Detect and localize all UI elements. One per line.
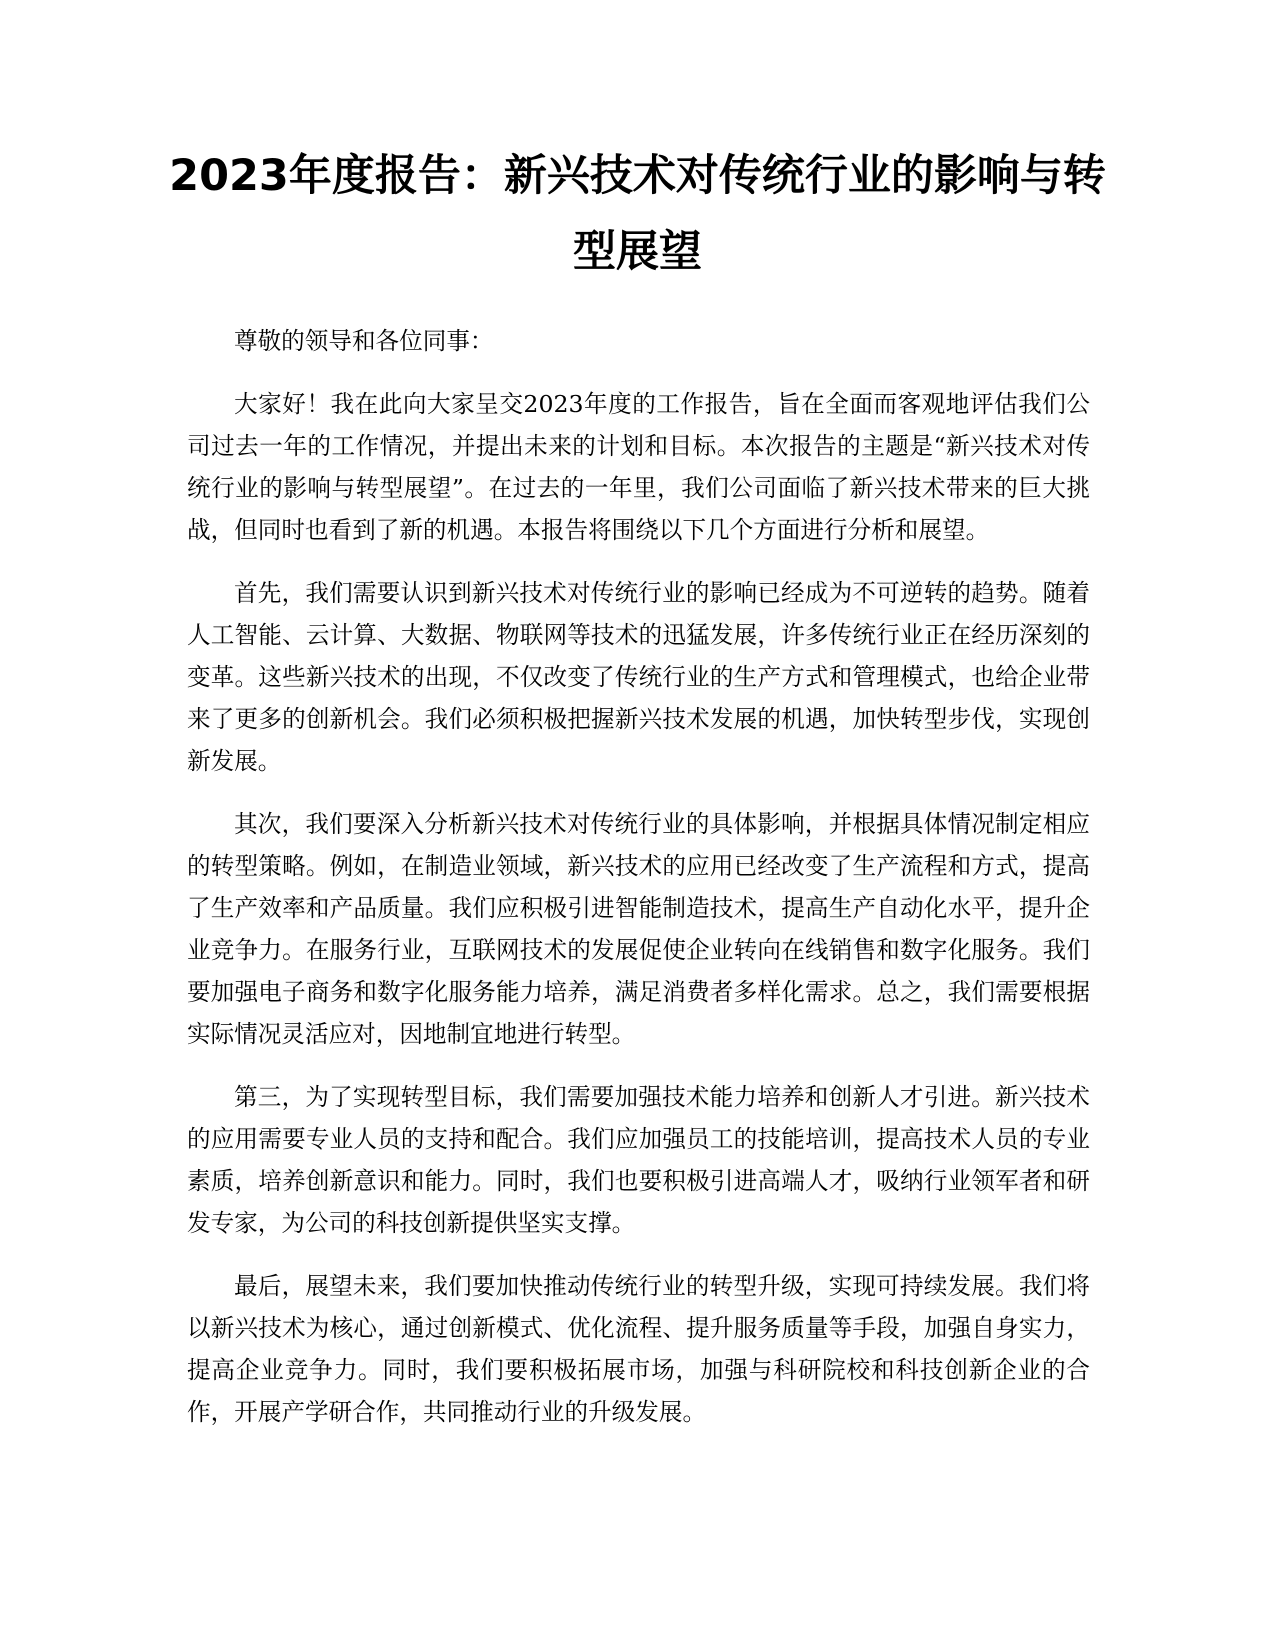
paragraph-intro: 大家好！我在此向大家呈交2023年度的工作报告，旨在全面而客观地评估我们公司过去一年的工作情况，并提出未来的计划和目标。本次报告的主题是“新兴技术对传统行业的影响与转型展望”。在过去的一年里，我们公司面临了新兴技术带来的巨大挑战，但同时也看到了新的机遇。本报告将围绕以下几个方面进行分析和展望。 (187, 390, 1090, 544)
paragraph-second: 其次，我们要深入分析新兴技术对传统行业的具体影响，并根据具体情况制定相应的转型策略。例如，在制造业领域，新兴技术的应用已经改变了生产流程和方式，提高了生产效率和产品质量。我们应积极引进智能制造技术，提高生产自动化水平，提升企业竞争力。在服务行业，互联网技术的发展促使企业转向在线销售和数字化服务。我们要加强电子商务和数字化服务能力培养，满足消费者多样化需求。总之，我们需要根据实际情况灵活应对，因地制宜地进行转型。 (187, 810, 1090, 1048)
document-body (187, 320, 1090, 1454)
salutation: 尊敬的领导和各位同事： (234, 327, 494, 355)
paragraph-third: 第三，为了实现转型目标，我们需要加强技术能力培养和创新人才引进。新兴技术的应用需要专业人员的支持和配合。我们应加强员工的技能培训，提高技术人员的专业素质，培养创新意识和能力。同时，我们也要积极引进高端人才，吸纳行业领军者和研发专家，为公司的科技创新提供坚实支撑。 (187, 1083, 1090, 1237)
paragraph-final: 最后，展望未来，我们要加快推动传统行业的转型升级，实现可持续发展。我们将以新兴技术为核心，通过创新模式、优化流程、提升服务质量等手段，加强自身实力，提高企业竞争力。同时，我们要积极拓展市场，加强与科研院校和科技创新企业的合作，开展产学研合作，共同推动行业的升级发展。 (187, 1272, 1090, 1426)
document-title: 2023年度报告：新兴技术对传统行业的影响与转型展望 (169, 151, 1106, 277)
paragraph-first: 首先，我们需要认识到新兴技术对传统行业的影响已经成为不可逆转的趋势。随着人工智能、云计算、大数据、物联网等技术的迅猛发展，许多传统行业正在经历深刻的变革。这些新兴技术的出现，不仅改变了传统行业的生产方式和管理模式，也给企业带来了更多的创新机会。我们必须积极把握新兴技术发展的机遇，加快转型步伐，实现创新发展。 (187, 579, 1090, 775)
